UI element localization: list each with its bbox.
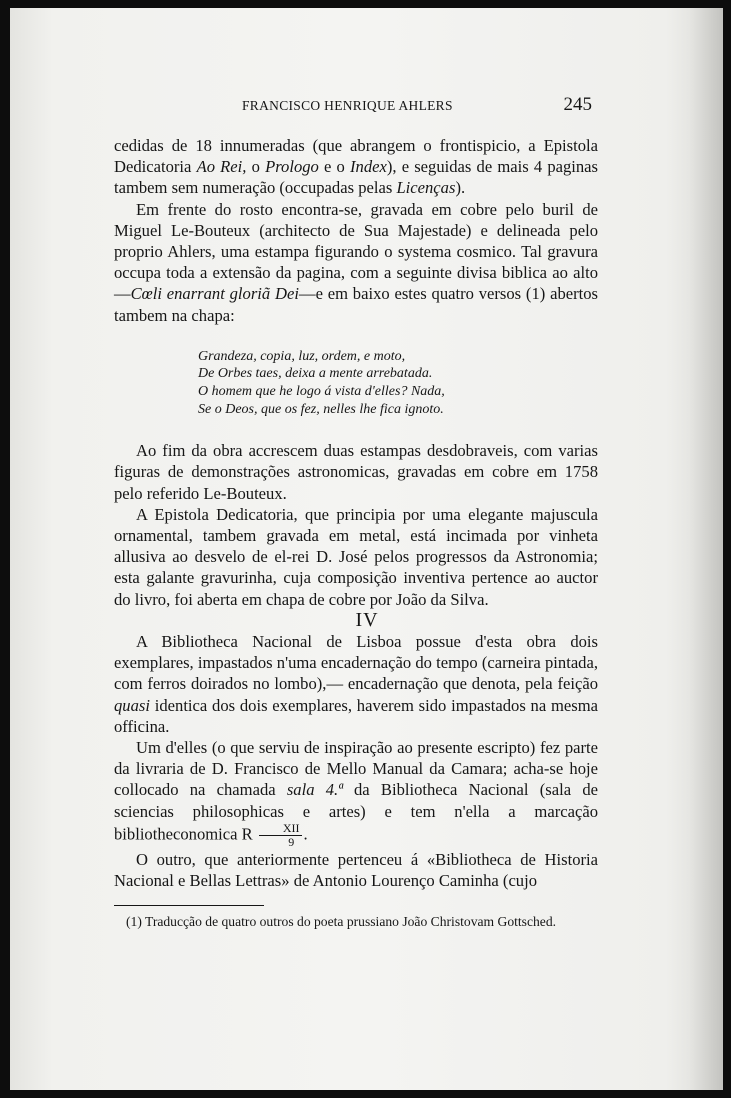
running-head: FRANCISCO HENRIQUE AHLERS — [242, 98, 453, 113]
footnote-rule — [114, 905, 264, 906]
paragraph-1-text: cedidas de 18 innumeradas (que abrangem o frontispicio, a Epistola Dedicatoria — [114, 136, 598, 177]
page-header — [114, 94, 592, 120]
fraction-numerator: XII — [259, 822, 302, 836]
fraction-denominator: 9 — [288, 834, 295, 849]
emphasis-motto: Cœli enarrant gloriã Dei — [130, 284, 299, 304]
paragraph-6-text-b: da Bibliotheca Nacional (sala de sciencias philosophicas e artes) e tem n'ella a marcação bibliotheconomica R — [114, 780, 598, 844]
verse-line: Grandeza, copia, luz, ordem, e moto, — [198, 348, 406, 364]
paragraph-1-text-c: e o — [318, 157, 350, 177]
paragraph-1 — [114, 135, 598, 199]
paragraph-1-text-e: ). — [455, 178, 466, 198]
paragraph-5 — [114, 631, 598, 737]
emphasis-sala: sala 4.ª — [286, 780, 343, 800]
emphasis-prologo: Prologo — [265, 157, 319, 177]
paragraph-2 — [114, 199, 598, 326]
section-heading: IV — [355, 608, 379, 631]
shelfmark-fraction — [259, 822, 302, 849]
paragraph-5-text-b: identica dos dois exemplares, haverem sido impastados na mesma officina. — [114, 695, 598, 736]
emphasis-licencas: Licenças — [396, 178, 456, 198]
emphasis-index: Index — [350, 157, 387, 177]
emphasis-quasi: quasi — [114, 695, 150, 715]
paragraph-3: Ao fim da obra accrescem duas estampas desdobraveis, com varias figuras de demonstrações astronomicas, gravadas em cobre em 1758 pelo referido Le-Bouteux. — [114, 441, 598, 503]
paragraph-1-text-d: ), e seguidas de mais 4 paginas tambem sem numeração (occupadas pelas — [114, 157, 599, 198]
paragraph-5-text: A Bibliotheca Nacional de Lisboa possue d'esta obra dois exemplares, impastados n'uma encadernação do tempo (carneira pintada, com ferros doirados no lombo),— encadernação que denota, pela feição — [114, 632, 598, 694]
paragraph-6 — [114, 737, 598, 849]
paragraph-2-text: Em frente do rosto encontra-se, gravada em cobre pelo buril de Miguel Le-Bouteux (architecto de Sua Majestade) e delineada pelo proprio Ahlers, uma estampa figurando o systema cosmico. Tal gravura occupa toda a extensão da pagina, com a seguinte divisa biblica ao alto— — [114, 199, 598, 304]
paragraph-2-text-b: —e em baixo estes quatro versos (1) abertos tambem na chapa: — [114, 284, 598, 325]
verse-line: Se o Deos, que os fez, nelles lhe fica ignoto. — [198, 401, 444, 417]
emphasis-ao-rei: Ao Rei, — [196, 157, 247, 177]
verse-line: O homem que he logo á vista d'elles? Nada, — [198, 384, 445, 400]
paragraph-6-text: Um d'elles (o que serviu de inspiração ao presente escripto) fez parte da livraria de D. Francisco de Mello Manual da Camara; acha-se hoje collocado na chamada — [114, 738, 598, 800]
paragraph-7: O outro, que anteriormente pertenceu á «Bibliotheca de Historia Nacional e Bellas Lettras» de Antonio Lourenço Caminha (cujo — [114, 849, 598, 891]
paragraph-1-text-b: o — [246, 157, 266, 177]
footnote: (1) Traducção de quatro outros do poeta prussiano João Christovam Gottsched. — [126, 914, 557, 929]
paragraph-6-text-c: . — [303, 824, 308, 844]
verse-block — [198, 348, 598, 418]
paragraph-4: A Epistola Dedicatoria, que principia por uma elegante majuscula ornamental, tambem gravada em metal, está incimada por vinheta allusiva ao desvelo de el-rei D. José pelos progressos da Astronomia; esta galante gravurinha, cuja composição inventiva pertence ao auctor do livro, foi aberta em chapa de cobre por João da Silva. — [114, 504, 598, 609]
page-number: 245 — [563, 94, 592, 115]
verse-line: De Orbes taes, deixa a mente arrebatada. — [198, 366, 433, 382]
page-body — [114, 135, 598, 891]
scan-shadow — [689, 8, 723, 1090]
